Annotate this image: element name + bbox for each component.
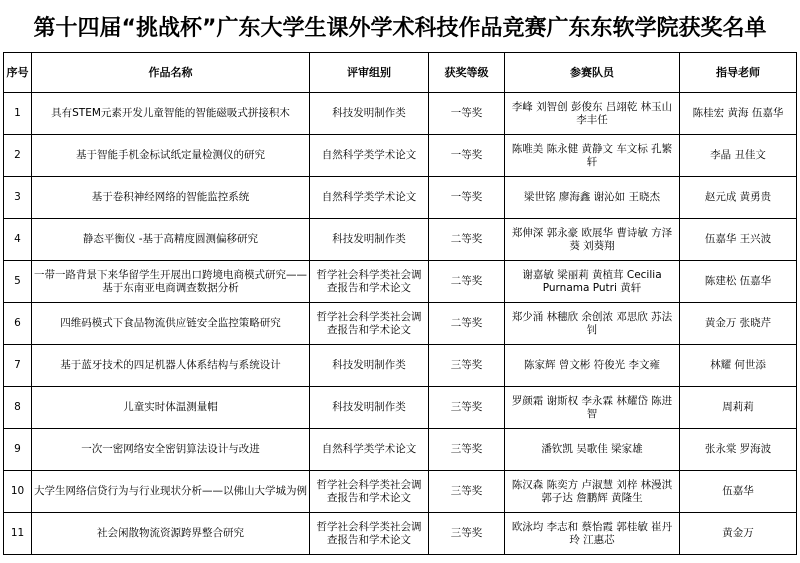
awards-table (3, 52, 797, 555)
table-row (4, 513, 797, 555)
cell-award-level: 一等奖 (429, 93, 505, 135)
table-row (4, 303, 797, 345)
table-row (4, 177, 797, 219)
cell-work-name: 社会闲散物流资源跨界整合研究 (32, 513, 310, 555)
cell-review-group: 自然科学类学术论文 (310, 429, 429, 471)
cell-work-name: 静态平衡仪 -基于高精度圆测偏移研究 (32, 219, 310, 261)
table-row (4, 345, 797, 387)
cell-advisors: 黄金万 张晓芹 (680, 303, 797, 345)
table-row (4, 261, 797, 303)
cell-team-members: 陈唯美 陈永健 黄静文 车文标 孔繁轩 (505, 135, 680, 177)
cell-index: 7 (4, 345, 32, 387)
cell-advisors: 伍嘉华 (680, 471, 797, 513)
table-header-row (4, 53, 797, 93)
cell-index: 1 (4, 93, 32, 135)
cell-advisors: 林耀 何世添 (680, 345, 797, 387)
cell-team-members: 李峰 刘智创 彭俊东 吕翊乾 林玉山 李丰任 (505, 93, 680, 135)
cell-team-members: 陈家辉 曾文彬 符俊光 李文雍 (505, 345, 680, 387)
cell-award-level: 二等奖 (429, 303, 505, 345)
page-title: 第十四届“挑战杯”广东大学生课外学术科技作品竞赛广东东软学院获奖名单 (33, 15, 767, 41)
cell-team-members: 陈汉森 陈奕方 卢淑慧 刘梓 林漫淇 郭子达 詹鹏辉 黄隆生 (505, 471, 680, 513)
cell-team-members: 罗颜霜 谢斯权 李永霖 林耀岱 陈进智 (505, 387, 680, 429)
cell-index: 11 (4, 513, 32, 555)
cell-award-level: 三等奖 (429, 513, 505, 555)
cell-advisors: 李晶 丑佳文 (680, 135, 797, 177)
cell-advisors: 陈桂宏 黄海 伍嘉华 (680, 93, 797, 135)
cell-work-name: 一次一密网络安全密钥算法设计与改进 (32, 429, 310, 471)
cell-work-name: 四维码模式下食品物流供应链安全监控策略研究 (32, 303, 310, 345)
cell-work-name: 儿童实时体温测量帽 (32, 387, 310, 429)
cell-work-name: 基于蓝牙技术的四足机器人体系结构与系统设计 (32, 345, 310, 387)
cell-review-group: 科技发明制作类 (310, 93, 429, 135)
cell-team-members: 郑伸深 郭永豪 欧展华 曹诗敏 方泽葵 刘葵翔 (505, 219, 680, 261)
header-index: 序号 (4, 53, 32, 93)
cell-work-name: 基于智能手机金标试纸定量检测仪的研究 (32, 135, 310, 177)
cell-award-level: 二等奖 (429, 261, 505, 303)
cell-team-members: 欧泳均 李志和 蔡怡霞 郭桂敏 崔丹玲 江惠芯 (505, 513, 680, 555)
cell-award-level: 三等奖 (429, 345, 505, 387)
cell-award-level: 一等奖 (429, 135, 505, 177)
cell-advisors: 陈建松 伍嘉华 (680, 261, 797, 303)
table-row (4, 219, 797, 261)
cell-advisors: 黄金万 (680, 513, 797, 555)
cell-award-level: 二等奖 (429, 219, 505, 261)
cell-index: 3 (4, 177, 32, 219)
cell-team-members: 谢嘉敏 梁丽莉 黄植茸 Cecilia Purnama Putri 黄轩 (505, 261, 680, 303)
cell-advisors: 张永棠 罗海波 (680, 429, 797, 471)
cell-work-name: 具有STEM元素开发儿童智能的智能磁吸式拼接积木 (32, 93, 310, 135)
table-row (4, 471, 797, 513)
cell-advisors: 赵元成 黄勇贵 (680, 177, 797, 219)
cell-review-group: 哲学社会科学类社会调查报告和学术论文 (310, 471, 429, 513)
header-award-level: 获奖等级 (429, 53, 505, 93)
cell-advisors: 伍嘉华 王兴波 (680, 219, 797, 261)
cell-award-level: 三等奖 (429, 429, 505, 471)
cell-index: 8 (4, 387, 32, 429)
cell-review-group: 哲学社会科学类社会调查报告和学术论文 (310, 261, 429, 303)
header-advisors: 指导老师 (680, 53, 797, 93)
cell-review-group: 科技发明制作类 (310, 219, 429, 261)
cell-award-level: 三等奖 (429, 471, 505, 513)
cell-work-name: 一带一路背景下来华留学生开展出口跨境电商模式研究——基于东南亚电商调查数据分析 (32, 261, 310, 303)
cell-work-name: 大学生网络信贷行为与行业现状分析——以佛山大学城为例 (32, 471, 310, 513)
cell-review-group: 自然科学类学术论文 (310, 177, 429, 219)
header-review-group: 评审组别 (310, 53, 429, 93)
cell-index: 6 (4, 303, 32, 345)
cell-team-members: 郑少涌 林穗欣 余创浓 邓思欣 苏法钊 (505, 303, 680, 345)
cell-award-level: 三等奖 (429, 387, 505, 429)
cell-review-group: 科技发明制作类 (310, 387, 429, 429)
cell-index: 4 (4, 219, 32, 261)
cell-team-members: 梁世铭 廖海鑫 谢沁如 王晓杰 (505, 177, 680, 219)
cell-index: 10 (4, 471, 32, 513)
cell-review-group: 科技发明制作类 (310, 345, 429, 387)
cell-index: 2 (4, 135, 32, 177)
cell-review-group: 哲学社会科学类社会调查报告和学术论文 (310, 513, 429, 555)
cell-award-level: 一等奖 (429, 177, 505, 219)
table-row (4, 429, 797, 471)
header-team-members: 参赛队员 (505, 53, 680, 93)
cell-work-name: 基于卷积神经网络的智能监控系统 (32, 177, 310, 219)
table-row (4, 93, 797, 135)
header-work-name: 作品名称 (32, 53, 310, 93)
cell-advisors: 周莉莉 (680, 387, 797, 429)
table-row (4, 387, 797, 429)
table-row (4, 135, 797, 177)
cell-index: 9 (4, 429, 32, 471)
cell-team-members: 潘钦凯 吴歌佳 梁家雄 (505, 429, 680, 471)
cell-review-group: 自然科学类学术论文 (310, 135, 429, 177)
cell-review-group: 哲学社会科学类社会调查报告和学术论文 (310, 303, 429, 345)
cell-index: 5 (4, 261, 32, 303)
